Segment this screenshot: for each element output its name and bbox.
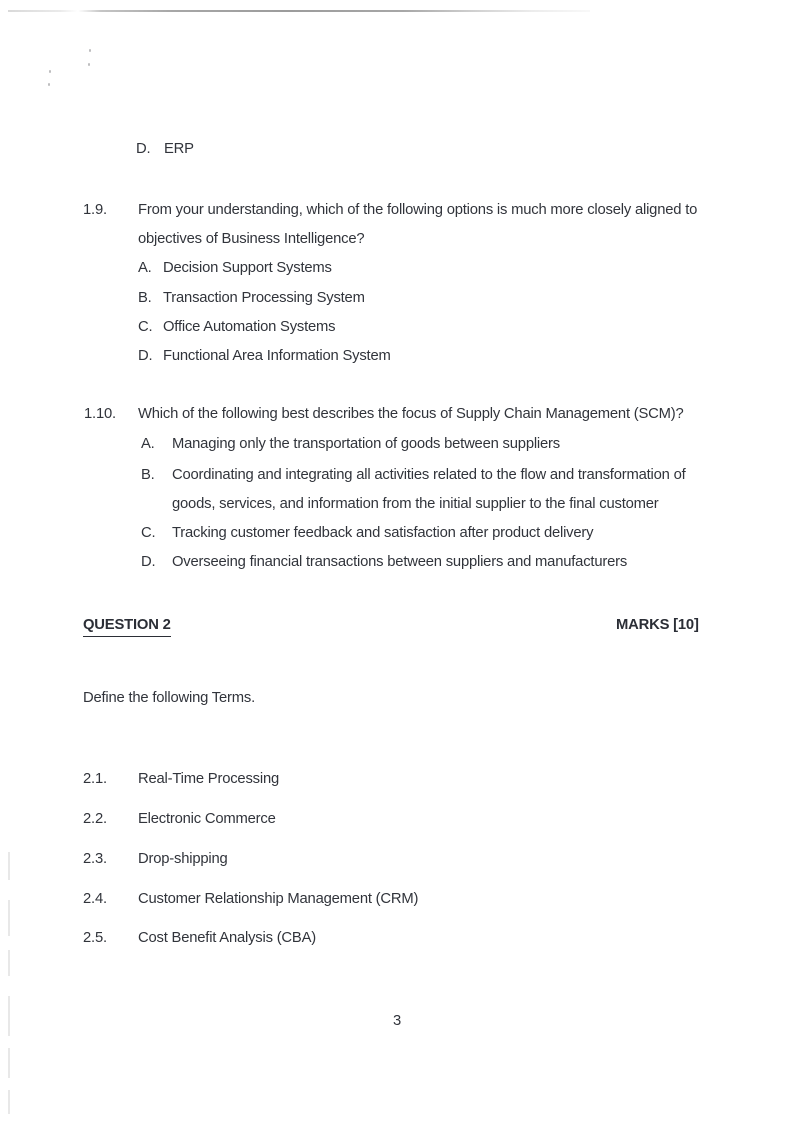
term-number: 2.2. — [83, 811, 107, 827]
option-letter: B. — [138, 290, 152, 306]
option-text: Transaction Processing System — [163, 290, 365, 306]
option-text: Office Automation Systems — [163, 319, 336, 335]
term-number: 2.5. — [83, 930, 107, 946]
term-number: 2.3. — [83, 851, 107, 867]
scan-speck — [88, 63, 90, 66]
option-letter: A. — [138, 260, 152, 276]
scan-edge-mark — [8, 1090, 10, 1114]
option-text: goods, services, and information from the initial supplier to the final customer — [172, 496, 659, 512]
scan-speck — [49, 70, 51, 73]
page-number: 3 — [392, 1013, 402, 1029]
option-letter: D. — [138, 348, 153, 364]
question-number-1-9: 1.9. — [83, 202, 107, 218]
term-text: Customer Relationship Management (CRM) — [138, 891, 419, 907]
option-text: ERP — [164, 141, 194, 157]
question-text-line: From your understanding, which of the following options is much more closely aligned to — [138, 202, 698, 218]
question-2-heading — [83, 616, 171, 637]
scan-speck — [89, 49, 91, 52]
option-letter: C. — [141, 525, 156, 541]
term-number: 2.4. — [83, 891, 107, 907]
option-letter: D. — [141, 554, 156, 570]
scan-edge-mark — [8, 900, 10, 936]
marks-label: MARKS [10] — [616, 617, 699, 633]
option-letter: C. — [138, 319, 153, 335]
instruction-text: Define the following Terms. — [83, 690, 255, 706]
scan-artifact-line — [8, 10, 590, 12]
scan-edge-mark — [8, 852, 10, 880]
question-text-line: Which of the following best describes the focus of Supply Chain Management (SCM)? — [138, 406, 684, 422]
option-letter: A. — [141, 436, 155, 452]
option-text: Decision Support Systems — [163, 260, 332, 276]
scan-edge-mark — [8, 1048, 10, 1078]
term-text: Drop-shipping — [138, 851, 228, 867]
term-number: 2.1. — [83, 771, 107, 787]
option-text: Overseeing financial transactions between suppliers and manufacturers — [172, 554, 628, 570]
scan-speck — [48, 83, 50, 86]
question-text-line: objectives of Business Intelligence? — [138, 231, 365, 247]
question-2-heading-text: QUESTION 2 — [83, 616, 171, 637]
scan-edge-mark — [8, 950, 10, 976]
question-number-1-10: 1.10. — [84, 406, 116, 422]
option-text: Tracking customer feedback and satisfaction after product delivery — [172, 525, 594, 541]
term-text: Cost Benefit Analysis (CBA) — [138, 930, 316, 946]
term-text: Real-Time Processing — [138, 771, 279, 787]
option-text: Functional Area Information System — [163, 348, 391, 364]
term-text: Electronic Commerce — [138, 811, 276, 827]
option-letter: D. — [136, 141, 151, 157]
option-letter: B. — [141, 467, 155, 483]
option-text: Coordinating and integrating all activities related to the flow and transformation of — [172, 467, 686, 483]
option-text: Managing only the transportation of goods between suppliers — [172, 436, 560, 452]
